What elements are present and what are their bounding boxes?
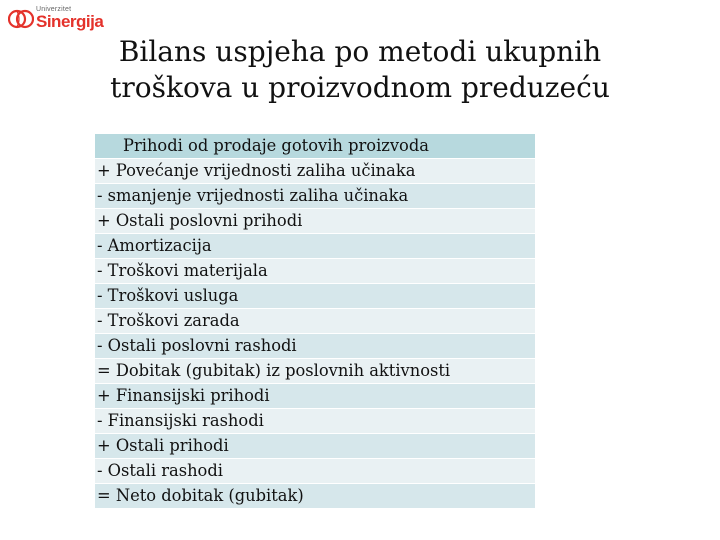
table-row: - Ostali rashodi bbox=[95, 459, 535, 484]
table-row: = Dobitak (gubitak) iz poslovnih aktivnosti bbox=[95, 359, 535, 384]
table-row: - Ostali poslovni rashodi bbox=[95, 334, 535, 359]
university-logo bbox=[8, 6, 104, 32]
table-row: = Neto dobitak (gubitak) bbox=[95, 484, 535, 509]
table-row: - Amortizacija bbox=[95, 234, 535, 259]
title-line-2: troškova u proizvodnom preduzeću bbox=[110, 71, 610, 104]
sinergija-emblem-icon bbox=[8, 8, 34, 30]
table-row: - Troškovi materijala bbox=[95, 259, 535, 284]
table-row: Prihodi od prodaje gotovih proizvoda bbox=[95, 134, 535, 159]
table-row: - Troškovi usluga bbox=[95, 284, 535, 309]
table-row: + Povećanje vrijednosti zaliha učinaka bbox=[95, 159, 535, 184]
table-row: - Finansijski rashodi bbox=[95, 409, 535, 434]
table-row: - Troškovi zarada bbox=[95, 309, 535, 334]
page-title bbox=[0, 34, 720, 106]
logo-small-text: Univerzitet bbox=[36, 6, 72, 13]
table-row: + Finansijski prihodi bbox=[95, 384, 535, 409]
table-row: - smanjenje vrijednosti zaliha učinaka bbox=[95, 184, 535, 209]
table-row: + Ostali poslovni prihodi bbox=[95, 209, 535, 234]
table-row: + Ostali prihodi bbox=[95, 434, 535, 459]
income-statement-table bbox=[95, 134, 535, 509]
title-line-1: Bilans uspjeha po metodi ukupnih bbox=[118, 35, 602, 68]
logo-name: Sinergija bbox=[36, 12, 104, 31]
